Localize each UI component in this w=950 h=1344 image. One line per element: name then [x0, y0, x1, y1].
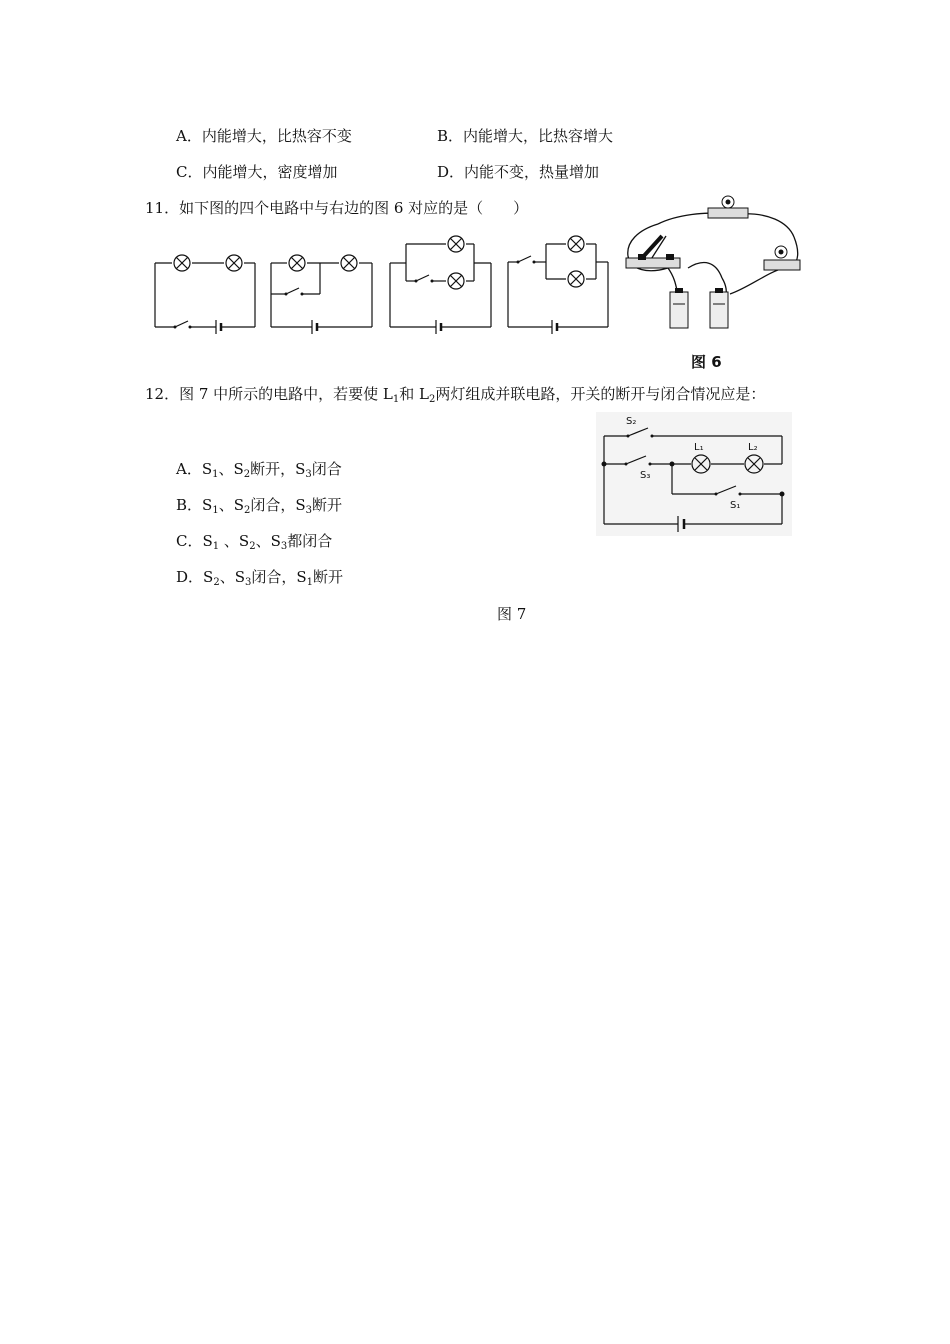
- q11-stem: 11．如下图的四个电路中与右边的图 6 对应的是（ ）: [145, 199, 529, 217]
- q12-option-d: D．$S_2$、$S_3$闭合，$S_1$断开: [176, 568, 344, 588]
- q10-option-a: A．内能增大，比热容不变: [176, 127, 352, 145]
- q10-option-b: B．内能增大，比热容增大: [437, 127, 614, 145]
- figure-6-caption: 图 6: [691, 353, 722, 371]
- label-s1: S₁: [730, 500, 741, 511]
- figure-6-physical-circuit: [618, 192, 804, 340]
- circuit-diagram-4: [504, 232, 616, 340]
- circuit-diagram-3: [386, 234, 498, 340]
- label-s2: S₂: [626, 416, 637, 427]
- label-l1: L₁: [694, 442, 704, 453]
- label-l2: L₂: [748, 442, 758, 453]
- q12-option-a: A．$S_1$、$S_2$断开，$S_3$闭合: [176, 460, 342, 480]
- battery-icon: [710, 292, 728, 328]
- label-s3: S₃: [640, 470, 651, 481]
- q10-option-d: D．内能不变，热量增加: [437, 163, 600, 181]
- battery-icon: [670, 292, 688, 328]
- circuit-diagram-2: [266, 250, 378, 340]
- q12-stem: 12．图 7 中所示的电路中，若要使 $L_1$和 $L_2$两灯组成并联电路，开关的断开与闭合情况应是：: [145, 385, 766, 405]
- figure-7-caption: 图 7: [497, 605, 527, 623]
- circuit-diagram-1: [150, 250, 260, 340]
- q12-option-b: B．$S_1$、$S_2$闭合，$S_3$断开: [176, 496, 343, 516]
- q10-option-c: C．内能增大，密度增加: [176, 163, 338, 181]
- figure-7-circuit: [596, 412, 792, 536]
- q12-option-c: C．$S_1$ 、$S_2$、$S_3$都闭合: [176, 532, 333, 552]
